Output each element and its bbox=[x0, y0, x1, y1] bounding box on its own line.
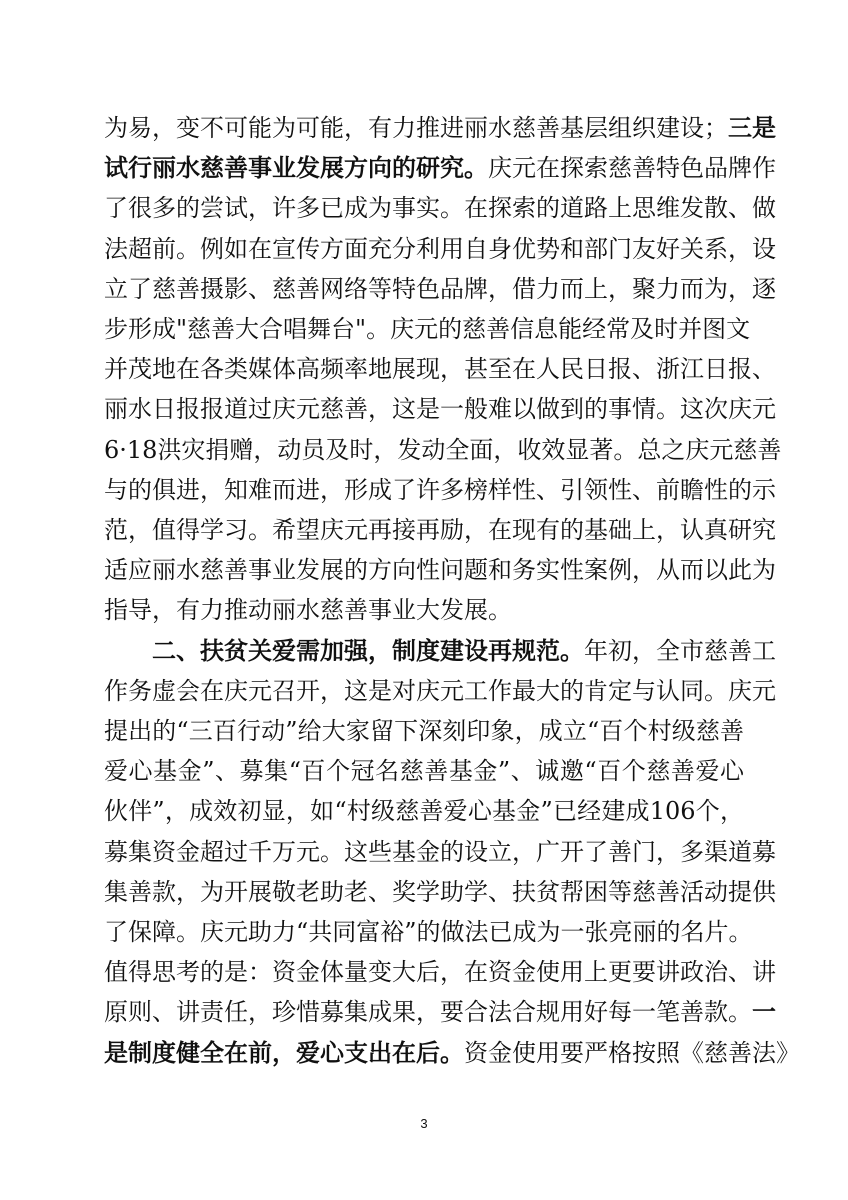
text-run: 6·18洪灾捐赠，动员及时，发动全面，收效显著。总之庆元慈善 bbox=[104, 435, 782, 464]
text-line bbox=[104, 1033, 800, 1073]
text-line bbox=[104, 309, 751, 349]
page-number: 3 bbox=[420, 1116, 428, 1131]
text-run: 了保障。庆元助力“共同富裕”的做法已成为一张亮丽的名片。 bbox=[104, 918, 753, 946]
text-run: 伙伴”，成效初显，如“村级慈善爱心基金”已经建成106个， bbox=[104, 797, 744, 826]
text-line bbox=[104, 711, 744, 751]
text-line bbox=[104, 108, 776, 148]
text-line bbox=[104, 590, 744, 630]
text-run: 范，值得学习。希望庆元再接再励，在现有的基础上，认真研究 bbox=[104, 516, 776, 544]
text-run bbox=[104, 637, 152, 665]
text-line bbox=[104, 992, 776, 1032]
text-run: 指导，有力推动丽水慈善事业大发展。 bbox=[104, 596, 512, 625]
bold-text-run: 一 bbox=[752, 997, 776, 1027]
text-line bbox=[104, 470, 776, 510]
text-line bbox=[104, 912, 753, 952]
text-run: 提出的“三百行动”给大家留下深刻印象，成立“百个村级慈善 bbox=[104, 717, 744, 745]
text-line bbox=[104, 389, 776, 429]
text-line bbox=[104, 631, 776, 671]
text-run: 值得思考的是：资金体量变大后，在资金使用上更要讲政治、讲 bbox=[104, 958, 776, 987]
text-run: 法超前。例如在宣传方面充分利用自身优势和部门友好关系，设 bbox=[104, 234, 776, 263]
text-run: 了很多的尝试，许多已成为事实。在探索的道路上思维发散、做 bbox=[104, 194, 776, 223]
text-line bbox=[104, 671, 776, 711]
text-line bbox=[104, 952, 776, 992]
text-run: 年初，全市慈善工 bbox=[584, 636, 776, 665]
text-run: 资金使用要严格按照《慈善法》 bbox=[464, 1038, 800, 1067]
text-run: 步形成"慈善大合唱舞台"。庆元的慈善信息能经常及时并图文 bbox=[104, 315, 751, 343]
text-run: 适应丽水慈善事业发展的方向性问题和务实性案例，从而以此为 bbox=[104, 556, 776, 585]
text-line bbox=[104, 510, 776, 550]
bold-text-run: 二、扶贫关爱需加强，制度建设再规范。 bbox=[152, 635, 584, 665]
text-line bbox=[104, 550, 776, 590]
text-line bbox=[104, 349, 776, 389]
text-line bbox=[104, 751, 744, 791]
bold-text-run: 试行丽水慈善事业发展方向的研究。 bbox=[104, 153, 488, 183]
text-run: 庆元在探索慈善特色品牌作 bbox=[488, 154, 776, 183]
bold-text-run: 三是 bbox=[728, 113, 776, 142]
text-line bbox=[104, 791, 744, 831]
text-run: 为易，变不可能为可能，有力推进丽水慈善基层组织建设； bbox=[104, 114, 728, 142]
text-run: 原则、讲责任，珍惜募集成果，要合法合规用好每一笔善款。 bbox=[104, 998, 752, 1027]
text-line bbox=[104, 832, 776, 872]
text-line bbox=[104, 148, 776, 188]
text-run: 丽水日报报道过庆元慈善，这是一般难以做到的事情。这次庆元 bbox=[104, 395, 776, 424]
text-line bbox=[104, 269, 776, 309]
text-run: 与的俱进，知难而进，形成了许多榜样性、引领性、前瞻性的示 bbox=[104, 475, 776, 504]
text-line bbox=[104, 872, 776, 912]
bold-text-run: 是制度健全在前，爱心支出在后。 bbox=[104, 1037, 464, 1067]
text-run: 作务虚会在庆元召开，这是对庆元工作最大的肯定与认同。庆元 bbox=[104, 676, 776, 705]
text-run: 立了慈善摄影、慈善网络等特色品牌，借力而上，聚力而为，逐 bbox=[104, 274, 776, 303]
text-run: 募集资金超过千万元。这些基金的设立，广开了善门，多渠道募 bbox=[104, 837, 776, 866]
text-run: 爱心基金”、募集“百个冠名慈善基金”、诚邀“百个慈善爱心 bbox=[104, 757, 744, 786]
text-run: 并茂地在各类媒体高频率地展现，甚至在人民日报、浙江日报、 bbox=[104, 355, 776, 384]
text-run: 集善款，为开展敬老助老、奖学助学、扶贫帮困等慈善活动提供 bbox=[104, 877, 776, 906]
text-line bbox=[104, 430, 782, 470]
text-line bbox=[104, 229, 776, 269]
text-line bbox=[104, 188, 776, 228]
